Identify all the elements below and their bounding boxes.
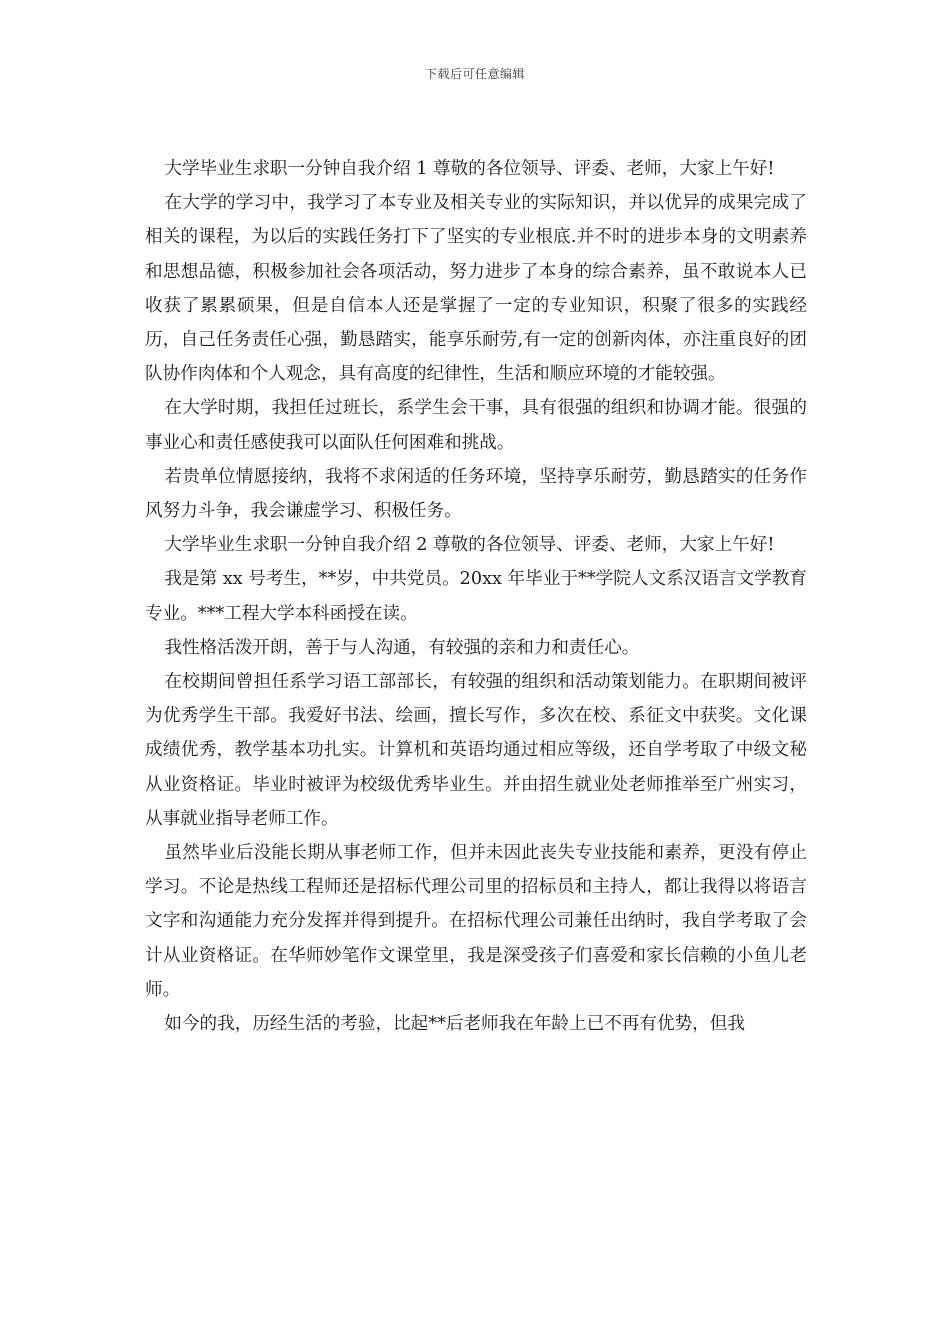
paragraph: 大学毕业生求职一分钟自我介绍 2 尊敬的各位领导、评委、老师，大家上午好!	[164, 535, 775, 556]
paragraph: 我性格活泼开朗，善于与人沟通，有较强的亲和力和责任心。	[164, 637, 640, 658]
document-body	[145, 152, 807, 1041]
paragraph: 虽然毕业后没能长期从事老师工作，但并未因此丧失专业技能和素养，更没有停止学习。不论是热线工程师还是招标代理公司里的招标员和主持人，都让我得以将语言文字和沟通能力充分发挥并得到提升。在招标代理公司兼任出纳时，我自学考取了会计从业资格证。在华师妙笔作文课堂里，我是深受孩子们喜爱和家长信赖的小鱼儿老师。	[145, 843, 807, 1000]
header-note: 下载后可任意编辑	[424, 67, 525, 81]
paragraph: 如今的我，历经生活的考验，比起**后老师我在年龄上已不再有优势，但我	[164, 1014, 745, 1035]
paragraph: 我是第 xx 号考生，**岁，中共党员。20xx 年毕业于**学院人文系汉语言文学教育专业。***工程大学本科函授在读。	[145, 569, 807, 624]
paragraph: 在大学时期，我担任过班长，系学生会干事，具有很强的组织和协调才能。很强的事业心和责任感使我可以面队任何困难和挑战。	[145, 398, 807, 453]
paragraph: 大学毕业生求职一分钟自我介绍 1 尊敬的各位领导、评委、老师，大家上午好!	[164, 159, 775, 179]
paragraph: 在大学的学习中，我学习了本专业及相关专业的实际知识，并以优异的成果完成了相关的课程，为以后的实践任务打下了坚实的专业根底.并不时的进步本身的文明素养和思想品德，积极参加社会各项活动，努力进步了本身的综合素养，虽不敢说本人已收获了累累硕果，但是自信本人还是掌握了一定的专业知识，积聚了很多的实践经历，自己任务责任心强，勤恳踏实，能享乐耐劳,有一定的创新肉体，亦注重良好的团队协作肉体和个人观念，具有高度的纪律性，生活和顺应环境的才能较强。	[145, 193, 807, 385]
paragraph: 在校期间曾担任系学习语工部部长，有较强的组织和活动策划能力。在职期间被评为优秀学生干部。我爱好书法、绘画，擅长写作，多次在校、系征文中获奖。文化课成绩优秀，教学基本功扎实。计算机和英语均通过相应等级，还自学考取了中级文秘从业资格证。毕业时被评为校级优秀毕业生。并由招生就业处老师推举至广州实习，从事就业指导老师工作。	[145, 672, 807, 829]
paragraph: 若贵单位情愿接纳，我将不求闲适的任务环境，坚持享乐耐劳，勤恳踏实的任务作风努力斗争，我会谦虚学习、积极任务。	[145, 466, 807, 522]
